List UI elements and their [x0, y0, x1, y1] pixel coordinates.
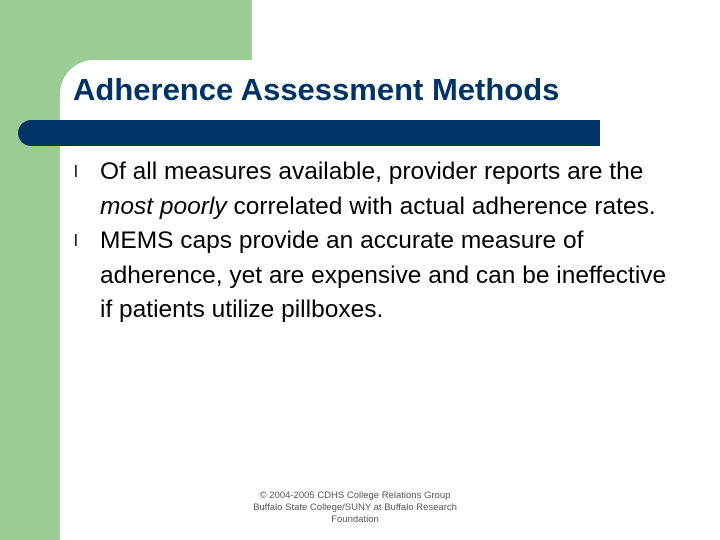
- bullet-text-start: Of all measures available, provider reports are the: [100, 158, 644, 185]
- bullet-text: MEMS caps provide an accurate measure of adherence, yet are expensive and can be ineffective if patients utilize pillboxes.: [100, 227, 667, 323]
- bullet-item: [74, 224, 674, 328]
- bullet-item: [74, 155, 674, 224]
- bullet-list: [74, 155, 674, 328]
- bullet-emphasis: most poorly: [100, 192, 227, 220]
- copyright-footer: [240, 490, 470, 526]
- title-underline-bar: [18, 120, 600, 146]
- bullet-marker-icon: l: [74, 162, 78, 181]
- footer-line: Foundation: [331, 514, 379, 525]
- footer-line: Buffalo State College/SUNY at Buffalo Research: [253, 502, 457, 513]
- bullet-marker-icon: l: [74, 231, 78, 250]
- bullet-text-end: correlated with actual adherence rates.: [226, 192, 656, 220]
- footer-line: © 2004-2005 CDHS College Relations Group: [259, 490, 451, 501]
- slide-title: Adherence Assessment Methods: [73, 72, 560, 107]
